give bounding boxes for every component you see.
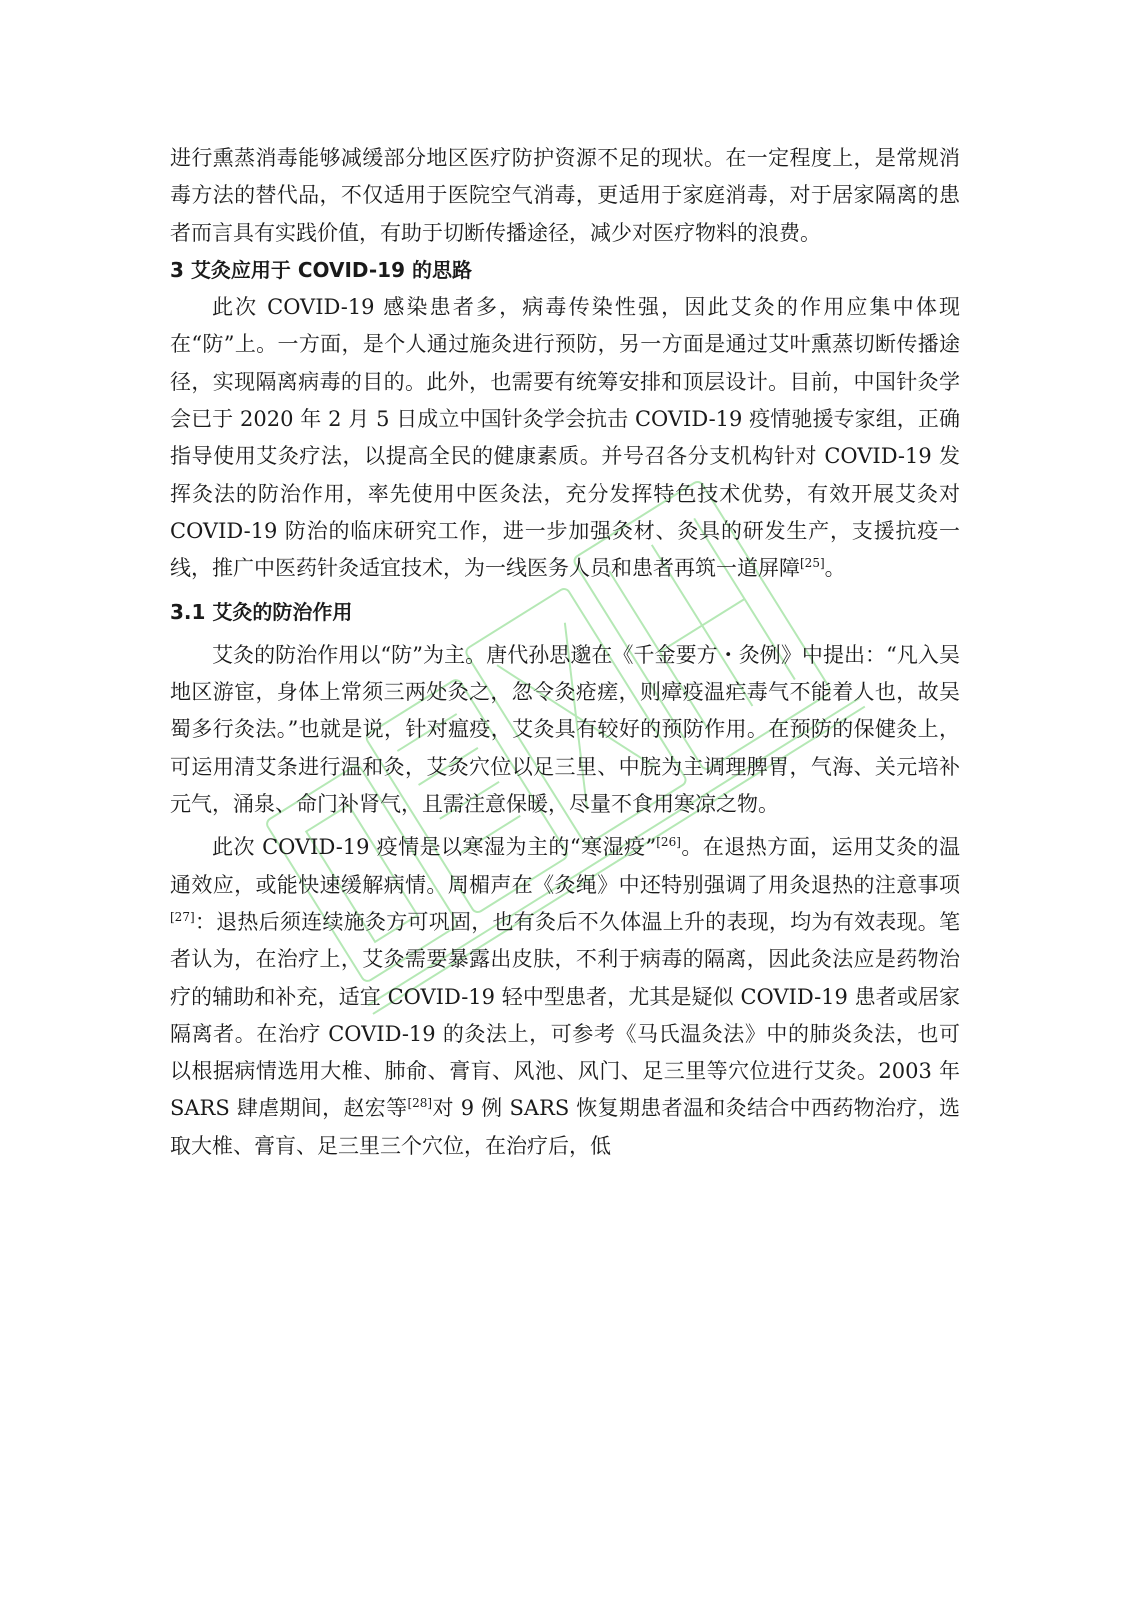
citation-ref[interactable]: [25] (800, 556, 825, 571)
paragraph-text: 。在退热方面，运用艾灸的温通效应，或能快速缓解病情。周楣声在《灸绳》中还特别强调了用灸退热的注意事项 (170, 835, 961, 897)
paragraph-text: 此次 COVID-19 感染患者多，病毒传染性强，因此艾灸的作用应集中体现在“防”上。一方面，是个人通过施灸进行预防，另一方面是通过艾叶熏蒸切断传播途径，实现隔离病毒的目的。此外，也需要有统筹安排和顶层设计。目前，中国针灸学会已于 2020 年 2 月 5 日成立中国针灸学会抗击 COVID-19 疫情驰援专家组，正确指导使用艾灸疗法，以提高全民的健康素质。并号召各分支机构针对 COVID-19 发挥灸法的防治作用，率先使用中医灸法，充分发挥特色技术优势，有效开展艾灸对 COVID-19 防治的临床研究工作，进一步加强灸材、灸具的研发生产，支援抗疫一线，推广中医药针灸适宜技术，为一线医务人员和患者再筑一道屏障 (170, 295, 960, 581)
paragraph (170, 289, 960, 587)
paragraph: 艾灸的防治作用以“防”为主。唐代孙思邈在《千金要方・灸例》中提出：“凡入吴地区游宦，身体上常须三两处灸之，忽令灸疮瘥，则瘴疫温疟毒气不能着人也，故吴蜀多行灸法。”也就是说，针对瘟疫，艾灸具有较好的预防作用。在预防的保健灸上，可运用清艾条进行温和灸，艾灸穴位以足三里、中脘为主调理脾胃，气海、关元培补元气，涌泉、命门补肾气，且需注意保暖，尽量不食用寒凉之物。 (170, 642, 960, 817)
paragraph (170, 829, 960, 1165)
section-heading-3: 3 艾灸应用于 COVID-19 的思路 (170, 257, 472, 282)
citation-ref[interactable]: [28] (407, 1096, 433, 1111)
citation-ref[interactable]: [27] (170, 909, 195, 924)
paragraph-text: 。 (824, 556, 846, 581)
paragraph-text: ：退热后须连续施灸方可巩固，也有灸后不久体温上升的表现，均为有效表现。笔者认为，在治疗上，艾灸需要暴露出皮肤，不利于病毒的隔离，因此灸法应是药物治疗的辅助和补充，适宜 COVID-19 轻中型患者，尤其是疑似 COVID-19 患者或居家隔离者。在治疗 COVID-19 的灸法上，可参考《马氏温灸法》中的肺炎灸法，也可以根据病情选用大椎、肺俞、膏肓、风池、风门、足三里等穴位进行艾灸。2003 年 SARS 肆虐期间，赵宏等 (170, 909, 960, 1121)
citation-ref[interactable]: [26] (656, 835, 681, 850)
paragraph-continued: 进行熏蒸消毒能够减缓部分地区医疗防护资源不足的现状。在一定程度上，是常规消毒方法的替代品，不仅适用于医院空气消毒，更适用于家庭消毒，对于居家隔离的患者而言具有实践价值，有助于切断传播途径，减少对医疗物料的浪费。 (170, 146, 960, 245)
paragraph-text: 对 9 例 SARS 恢复期患者温和灸结合中西药物治疗，选取大椎、膏肓、足三里三个穴位，在治疗后，低 (170, 1096, 960, 1158)
article-body (170, 140, 960, 1165)
paragraph-text: 此次 COVID-19 疫情是以寒湿为主的“寒湿疫” (212, 835, 657, 860)
section-heading-3-1: 3.1 艾灸的防治作用 (170, 599, 353, 624)
